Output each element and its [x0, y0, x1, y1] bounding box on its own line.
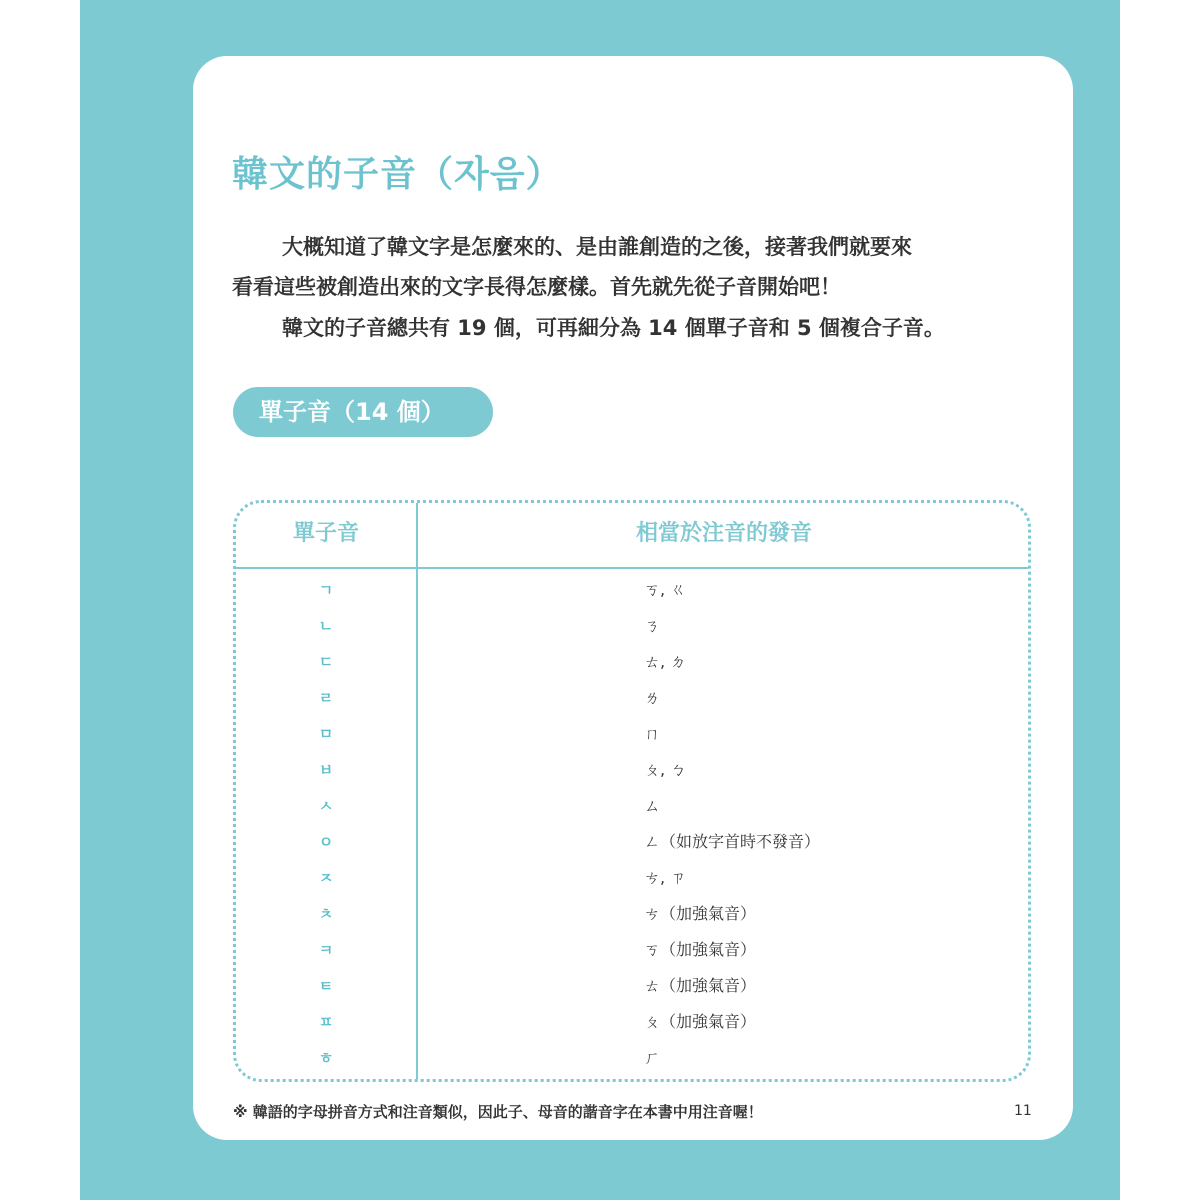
- table-row-consonant: ㅂ: [318, 761, 334, 779]
- table-row-pronunciation: ㄋ: [644, 616, 661, 635]
- table-row-consonant: ㄹ: [318, 689, 334, 707]
- table-row-consonant: ㅎ: [318, 1049, 334, 1067]
- table-header-consonant: 單子音: [292, 521, 359, 546]
- table-row-consonant: ㅇ: [318, 833, 334, 851]
- table-row-pronunciation: ㄏ: [644, 1048, 661, 1067]
- table-row-consonant: ㅍ: [318, 1013, 334, 1031]
- table-row-consonant: ㅌ: [318, 977, 334, 995]
- table-row-consonant: ㅈ: [318, 869, 334, 887]
- paragraph-line-2: 看看這些被創造出來的文字長得怎麼樣。首先就先從子音開始吧！: [232, 275, 841, 299]
- table-row-pronunciation: ㄊ, ㄉ: [644, 652, 687, 671]
- table-row-consonant: ㄷ: [318, 653, 334, 671]
- table-row-consonant: ㅁ: [318, 725, 334, 743]
- paragraph-line-1: 大概知道了韓文字是怎麼來的、是由誰創造的之後，接著我們就要來: [282, 235, 912, 259]
- table-row-pronunciation: ㄥ（如放字首時不發音）: [644, 832, 821, 851]
- table-row-pronunciation: ㄎ, ㄍ: [644, 580, 687, 599]
- table-row-consonant: ㅋ: [318, 941, 334, 959]
- table-column-divider: [416, 503, 418, 1079]
- table-header-pronunciation: 相當於注音的發音: [635, 521, 812, 546]
- section-label-pill: 單子音（14 個）: [233, 387, 493, 437]
- table-row-pronunciation: ㄆ（加強氣音）: [644, 1012, 757, 1031]
- table-row-pronunciation: ㄘ（加強氣音）: [644, 904, 757, 923]
- page-number: 11: [1014, 1103, 1032, 1119]
- table-row-consonant: ㅊ: [318, 905, 334, 923]
- table-row-pronunciation: ㄘ, ㄗ: [644, 868, 687, 887]
- table-row-pronunciation: ㄊ（加強氣音）: [644, 976, 757, 995]
- table-row-consonant: ㄱ: [318, 581, 334, 599]
- table-row-pronunciation: ㄆ, ㄅ: [644, 760, 687, 779]
- paragraph-line-3: 韓文的子音總共有 19 個，可再細分為 14 個單子音和 5 個複合子音。: [282, 316, 945, 340]
- table-header-divider: [236, 567, 1028, 569]
- page-title: 韓文的子音（자음）: [232, 154, 563, 195]
- table-row-consonant: ㄴ: [318, 617, 334, 635]
- table-row-consonant: ㅅ: [318, 797, 334, 815]
- table-row-pronunciation: ㄙ: [644, 796, 661, 815]
- table-row-pronunciation: ㄎ（加強氣音）: [644, 940, 757, 959]
- table-row-pronunciation: ㄌ: [644, 688, 661, 707]
- table-row-pronunciation: ㄇ: [644, 724, 661, 743]
- footnote: ※ 韓語的字母拼音方式和注音類似，因此子、母音的諧音字在本書中用注音喔！: [233, 1103, 763, 1121]
